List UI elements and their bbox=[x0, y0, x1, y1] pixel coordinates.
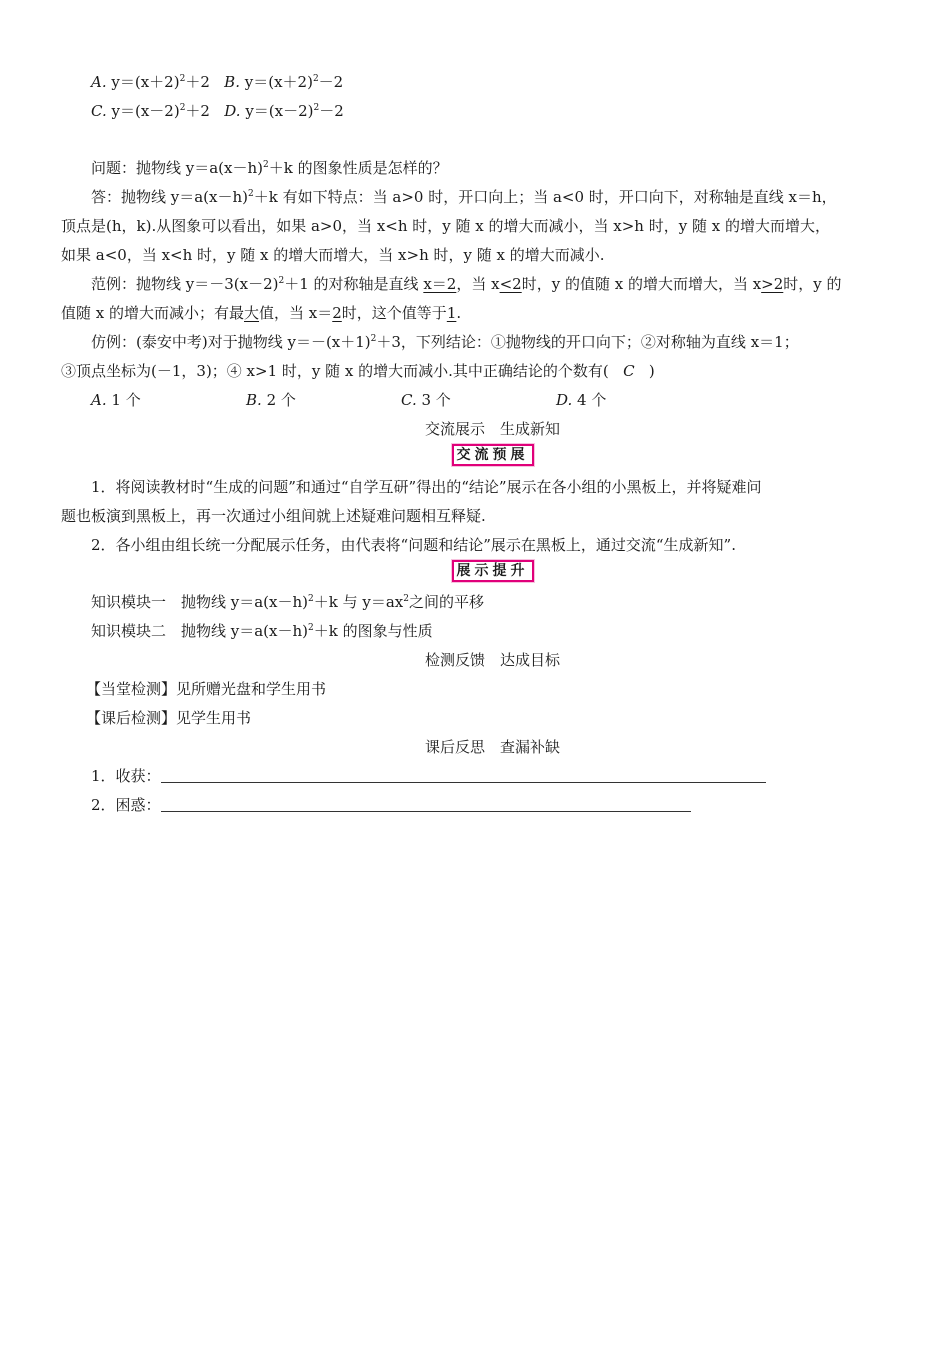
superscript: 2 bbox=[179, 74, 186, 84]
superscript: 2 bbox=[308, 623, 314, 633]
step-2: 2．各小组由组长统一分配展示任务，由代表将“问题和结论”展示在黑板上，通过交流“生成新知”. bbox=[91, 536, 736, 554]
answer-line-2: 顶点是(h，k).从图象可以看出，如果 a>0，当 x<h 时，y 随 x 的增大而减小，当 x>h 时，y 随 x 的增大而增大， bbox=[61, 217, 830, 235]
doubt-fill-line[interactable] bbox=[161, 811, 691, 812]
answer-text: ＋k 有如下特点：当 a>0 时，开口向上；当 a<0 时，开口向下，对称轴是直线 x＝h， bbox=[253, 188, 837, 206]
imitation-line-1 bbox=[91, 332, 799, 352]
reflection-doubt bbox=[91, 795, 691, 815]
answer-line-1 bbox=[91, 187, 837, 207]
example-answer-max: 大 bbox=[244, 304, 260, 322]
superscript: 2 bbox=[312, 74, 319, 84]
section-title-feedback: 检测反馈 达成目标 bbox=[424, 651, 560, 669]
module-1-text: 知识模块一 抛物线 y＝a(x－h) bbox=[91, 593, 309, 611]
option-b-tail: －2 bbox=[318, 73, 344, 91]
choice-a: 1 个 bbox=[111, 391, 141, 409]
module-2-text: ＋k 的图象与性质 bbox=[313, 622, 433, 640]
option-a-label: A. bbox=[91, 73, 107, 91]
example-text: ＋1 的对称轴是直线 bbox=[284, 275, 424, 293]
superscript: 2 bbox=[403, 594, 409, 604]
example-answer-less: <2 bbox=[499, 275, 522, 293]
example-answer-axis: x＝2 bbox=[423, 275, 457, 293]
answer-text: 答：抛物线 y＝a(x－h) bbox=[91, 188, 249, 206]
example-answer-value: 1 bbox=[446, 304, 457, 322]
example-text: 值，当 x＝ bbox=[259, 304, 333, 322]
example-text: ，当 x bbox=[456, 275, 500, 293]
reflection-gain-label: 1．收获： bbox=[91, 767, 161, 785]
imitation-answer: C bbox=[623, 362, 635, 380]
imitation-line-2 bbox=[61, 361, 655, 381]
check-in-class: 【当堂检测】见所赠光盘和学生用书 bbox=[86, 680, 327, 698]
superscript: 2 bbox=[313, 103, 320, 113]
superscript: 2 bbox=[278, 276, 285, 286]
choice-c: 3 个 bbox=[421, 391, 451, 409]
choice-c-label: C. bbox=[401, 391, 417, 409]
imitation-text: 仿例：(泰安中考)对于抛物线 y＝－(x＋1) bbox=[91, 333, 371, 351]
answer-line-3: 如果 a<0，当 x<h 时，y 随 x 的增大而增大，当 x>h 时，y 随 x 的增大而减小. bbox=[61, 246, 605, 264]
check-after-class: 【课后检测】见学生用书 bbox=[86, 709, 252, 727]
option-b-text: y＝(x＋2) bbox=[244, 73, 313, 91]
choice-b: 2 个 bbox=[266, 391, 296, 409]
option-b-label: B. bbox=[224, 73, 240, 91]
example-answer-greater: >2 bbox=[761, 275, 784, 293]
option-d-label: D. bbox=[224, 102, 241, 120]
step-1-line-1: 1．将阅读教材时“生成的问题”和通过“自学互研”得出的“结论”展示在各小组的小黑板上，并将疑难问 bbox=[91, 478, 762, 496]
section-title-reflection: 课后反思 查漏补缺 bbox=[424, 738, 560, 756]
module-2 bbox=[91, 621, 433, 641]
question-line bbox=[91, 158, 448, 178]
choice-a-label: A. bbox=[91, 391, 107, 409]
question-suffix: ＋k 的图象性质是怎样的？ bbox=[268, 159, 448, 177]
badge-exchange-wrap bbox=[0, 444, 950, 466]
superscript: 2 bbox=[263, 160, 269, 170]
badge-exchange: 交流预展 bbox=[452, 444, 534, 466]
choice-b-label: B. bbox=[246, 391, 262, 409]
superscript: 2 bbox=[370, 334, 377, 344]
section-title-exchange: 交流展示 生成新知 bbox=[424, 420, 560, 438]
step-1-line-2: 题也板演到黑板上，再一次通过小组间就上述疑难问题相互释疑. bbox=[61, 507, 486, 525]
badge-display-wrap bbox=[0, 560, 950, 582]
superscript: 2 bbox=[308, 594, 314, 604]
imitation-close: ) bbox=[648, 362, 655, 380]
badge-display: 展示提升 bbox=[452, 560, 534, 582]
reflection-gain bbox=[91, 766, 766, 786]
example-text: 时，y 的值随 x 的增大而增大，当 x bbox=[521, 275, 762, 293]
question-prefix: 问题：抛物线 y＝a(x－h) bbox=[91, 159, 264, 177]
module-1-text: 之间的平移 bbox=[409, 593, 485, 611]
option-c-tail: ＋2 bbox=[185, 102, 210, 120]
example-text: 时，这个值等于 bbox=[341, 304, 447, 322]
option-d-text: y＝(x－2) bbox=[245, 102, 314, 120]
imitation-text: ＋3，下列结论：①抛物线的开口向下；②对称轴为直线 x＝1； bbox=[376, 333, 799, 351]
module-1-text: ＋k 与 y＝ax bbox=[313, 593, 404, 611]
option-row-ab bbox=[91, 72, 343, 92]
example-answer-x: 2 bbox=[332, 304, 342, 322]
reflection-doubt-label: 2．困惑： bbox=[91, 796, 161, 814]
example-text: 时，y 的 bbox=[783, 275, 842, 293]
module-2-text: 知识模块二 抛物线 y＝a(x－h) bbox=[91, 622, 309, 640]
example-text: 范例：抛物线 y＝－3(x－2) bbox=[91, 275, 279, 293]
choice-d: 4 个 bbox=[577, 391, 607, 409]
option-row-cd bbox=[91, 101, 344, 121]
imitation-text: ③顶点坐标为(－1，3)；④ x>1 时，y 随 x 的增大而减小.其中正确结论的个数有( bbox=[61, 362, 609, 380]
module-1 bbox=[91, 592, 484, 612]
example-line-2 bbox=[61, 303, 461, 323]
option-c-label: C. bbox=[91, 102, 107, 120]
option-a-text: y＝(x＋2) bbox=[111, 73, 180, 91]
example-text: 值随 x 的增大而减小；有最 bbox=[61, 304, 244, 322]
imitation-options bbox=[91, 390, 606, 410]
option-a-tail: ＋2 bbox=[185, 73, 210, 91]
option-d-tail: －2 bbox=[319, 102, 344, 120]
option-c-text: y＝(x－2) bbox=[111, 102, 180, 120]
superscript: 2 bbox=[179, 103, 186, 113]
choice-d-label: D. bbox=[556, 391, 573, 409]
example-line-1 bbox=[91, 274, 842, 294]
superscript: 2 bbox=[248, 189, 254, 199]
example-text: . bbox=[456, 304, 462, 322]
gain-fill-line[interactable] bbox=[161, 782, 766, 783]
